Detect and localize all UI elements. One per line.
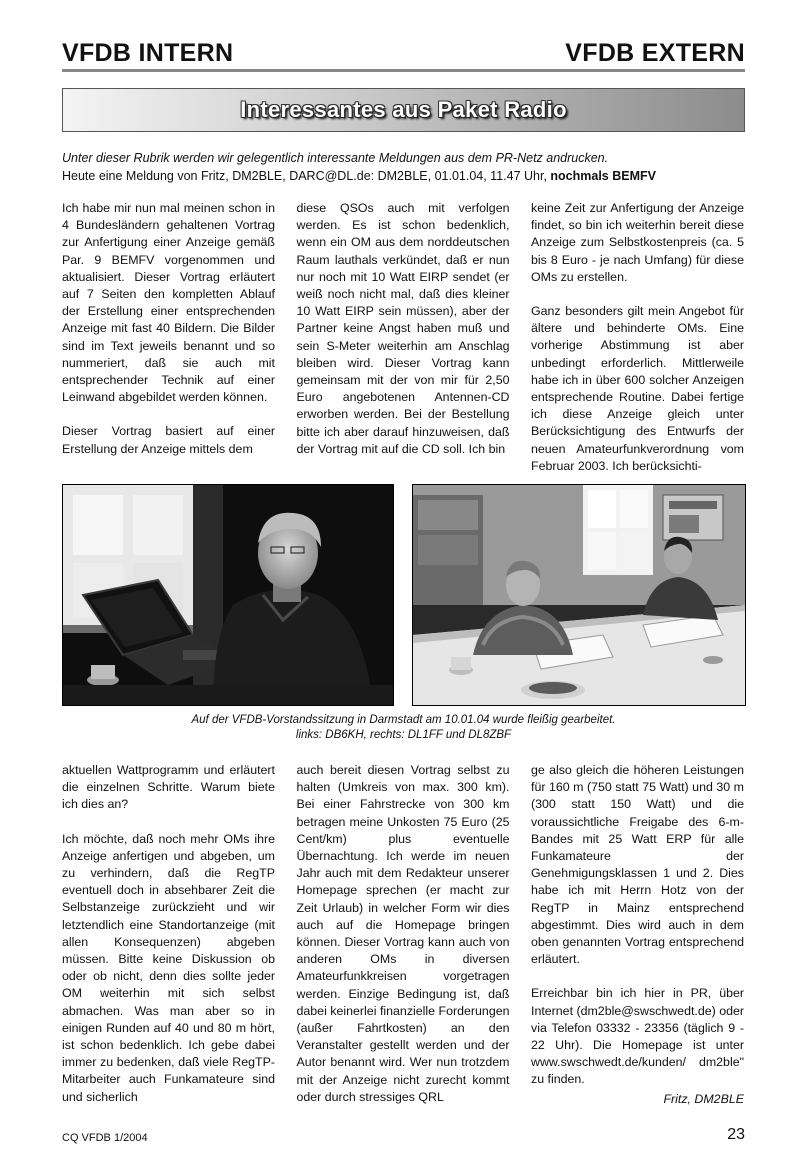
article-title: Interessantes aus Paket Radio <box>240 97 567 122</box>
photo-right <box>412 484 746 706</box>
caption-line-1: Auf der VFDB-Vorstandssitzung in Darmstadt am 10.01.04 wurde fleißig gearbeitet. <box>191 714 616 726</box>
column-1-top <box>62 200 275 465</box>
author-signature: Fritz, DM2BLE <box>663 1091 744 1106</box>
paragraph: Ganz besonders gilt mein Angebot für ältere und behinderte OMs. Eine vorherige Abstimmung ist aber unbedingt erforderlich. Mittlerweile habe ich in über 600 solcher Anzeigen entsprechende Routine. Dabei fertige ich diese Anzeige gleich unter Berücksichtigung des Entwurfs der neuen Amateurfunkverordnung vom Februar 2003. Ich berücksichti- <box>531 304 744 473</box>
paragraph: Erreichbar bin ich hier in PR, über Internet (dm2ble@swschwedt.de) oder via Telefon 03332 - 23356 (täglich 9 - 22 Uhr). Die Homepage ist unter www.swschwedt.de/kunden/ dm2ble" zu finden. <box>531 986 744 1087</box>
column-2-top <box>297 200 510 465</box>
publication-name: CQ VFDB 1/2004 <box>62 1132 148 1144</box>
photo-right-illustration <box>413 485 745 705</box>
section-title-extern: VFDB EXTERN <box>565 39 745 67</box>
paragraph: diese QSOs auch mit verfolgen werden. Es ist schon bedenklich, wenn ein OM aus dem norddeutschen Raum lauthals verkündet, daß er nun nur noch mit 10 Watt EIRP sendet (er weiß noch nicht mal, daß dies kleiner 10 Watt EIRP sein müssen), aber der Partner keine Angst haben muß und sein S-Meter weiterhin am Anschlag bleiben wird. Dieser Vortrag kann gemeinsam mit der von mir für 2,50 Euro angebotenen Antennen-CD erworben werden. Bei der Bestellung bitte ich aber darauf hinzuweisen, daß der Vortrag mit auf die CD soll. Ich bin <box>296 201 510 456</box>
page-header <box>62 38 745 68</box>
article-columns-bottom <box>62 762 744 1106</box>
intro-source-subject: nochmals BEMFV <box>550 169 656 183</box>
column-3-top <box>531 200 744 473</box>
column-2-bottom <box>296 762 510 1104</box>
intro-line-italic: Unter dieser Rubrik werden wir gelegentlich interessante Meldungen aus dem PR-Netz andrucken. <box>62 151 609 165</box>
paragraph: auch bereit diesen Vortrag selbst zu halten (Umkreis von max. 300 km). Bei einer Fahrstrecke von 300 km betragen meine Unkosten 75 Euro (25 Cent/km) plus eventuelle Übernachtung. Ich werde im neuen Jahr auch mit dem Redakteur unserer Homepage sprechen (er macht zur Zeit Urlaub) in welcher Form wir dies auch auf die Homepage bringen können. Dieser Vortrag kann auch von anderen OMs in diversen Amateurfunkkreisen vorgetragen werden. Einzige Bedingung ist, daß dabei keinerlei finanzielle Forderungen (außer Fahrtkosten) an den Veranstalter gestellt werden und der Autor benannt wird. Wer nun trotzdem mit der Anzeige nicht zurecht kommt oder durch stressiges QRL <box>296 763 510 1104</box>
paragraph: keine Zeit zur Anfertigung der Anzeige findet, so bin ich weiterhin bereit diese Anzeige zum Selbstkostenpreis (ca. 5 bis 8 Euro - je nach Umfang) für diese OMs zu erstellen. <box>531 201 744 284</box>
caption-line-2: links: DB6KH, rechts: DL1FF und DL8ZBF <box>295 729 512 741</box>
paragraph: ge also gleich die höheren Leistungen für 160 m (750 statt 75 Watt) und 30 m (300 statt 150 Watt) und die voraussichtliche Freigabe des 6-m-Bandes mit 25 Watt ERP für alle Funkamateure der Genehmigungsklassen 1 und 2. Dies habe ich mit Herrn Hotz von der RegTP in Mainz entsprechend abgestimmt. Dies wird auch in dem oben genannten Vortrag entsprechend erläutert. <box>531 763 744 967</box>
article-title-banner <box>62 88 745 132</box>
photo-caption <box>62 713 745 743</box>
intro-line-source <box>62 167 745 185</box>
paragraph: Ich habe mir nun mal meinen schon in 4 Bundesländern gehaltenen Vortrag zur Anfertigung einer Anzeige gemäß Par. 9 BEMFV vorgenommen und aktualisiert. Dieser Vortrag erläutert auf 7 Seiten den kompletten Ablauf der Erstellung einer entsprechenden Anzeige mit fast 40 Bildern. Die Bilder sind im Text jeweils benannt und so nummeriert, daß sie auch mit entsprechender Technik auf einer Leinwand abgebildet werden können. <box>62 201 275 405</box>
column-1-bottom <box>62 762 275 1104</box>
column-3-bottom <box>531 762 744 1106</box>
section-title-intern: VFDB INTERN <box>62 39 234 67</box>
photo-left <box>62 484 394 706</box>
paragraph: Ich möchte, daß noch mehr OMs ihre Anzeige anfertigen und abgeben, um zu verhindern, daß die RegTP eventuell doch in absehbarer Zeit die Selbstanzeige zurückzieht und wir letztendlich eine Standortanzeige (mit allen Konsequenzen) abgeben müssen. Bitte keine Diskussion ob oder ob nicht, denn dies sollte jeder OM weiterhin mit sich selbst abmachen. Was man aber so in einigen Runden auf 40 und 80 m hört, ist schon bedenklich. Ich gebe dabei immer zu bedenken, daß viele RegTP-Mitarbeiter auch Funkamateure sind und sicherlich <box>62 831 275 1104</box>
photo-left-illustration <box>63 485 393 705</box>
intro-source-text: Heute eine Meldung von Fritz, DM2BLE, DARC@DL.de: DM2BLE, 01.01.04, 11.47 Uhr, <box>62 169 551 183</box>
paragraph: aktuellen Wattprogramm und erläutert die einzelnen Schritte. Warum biete ich dies an? <box>62 763 275 812</box>
article-intro <box>62 149 745 185</box>
page-footer <box>62 1122 745 1144</box>
page-number: 23 <box>727 1126 745 1143</box>
paragraph: Dieser Vortrag basiert auf einer Erstellung der Anzeige mittels dem <box>62 424 275 456</box>
article-columns-top <box>62 200 744 473</box>
header-divider <box>62 69 745 72</box>
